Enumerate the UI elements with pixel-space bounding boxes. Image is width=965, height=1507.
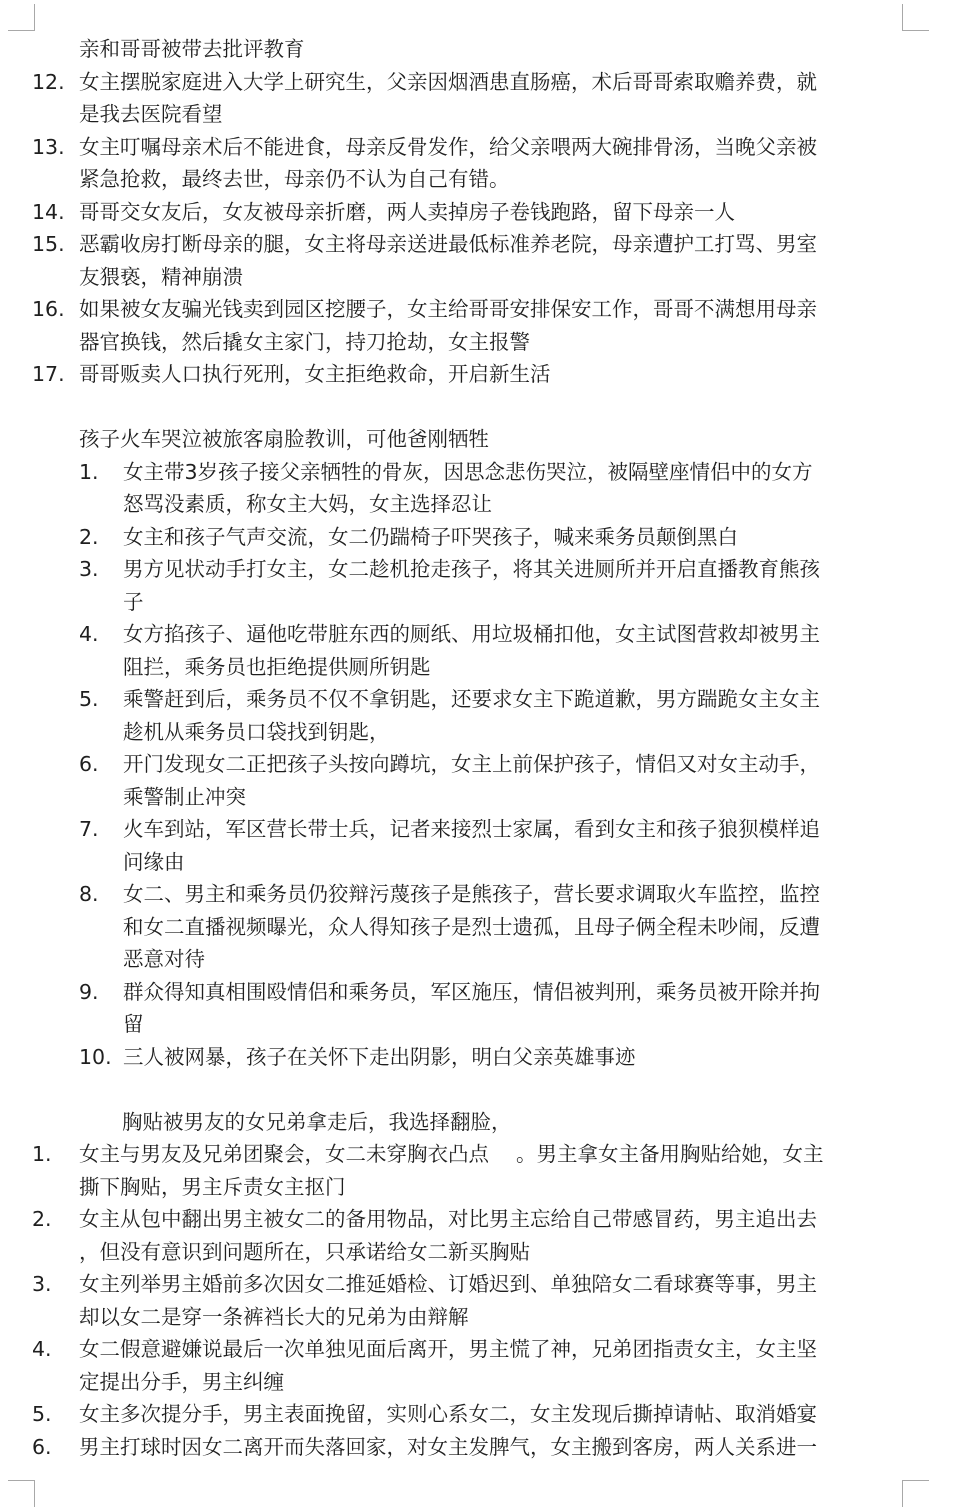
list-text: 趁机从乘务员口袋找到钥匙， [123, 719, 390, 744]
crop-mark-bottom-left [8, 1480, 35, 1507]
list-text: 乘警赶到后，乘务员不仅不拿钥匙，还要求女主下跪道歉，男方踹跪女主女主 [123, 687, 820, 711]
list-number: 5. [32, 1402, 52, 1426]
crop-mark-bottom-right [902, 1480, 929, 1507]
list-number: 8. [79, 882, 99, 906]
list-text: 男主打球时因女二离开而失落回家，对女主发脾气，女主搬到客房，两人关系进一 [79, 1434, 817, 1459]
list-item [0, 358, 965, 391]
list-text: 女二、男主和乘务员仍狡辩污蔑孩子是熊孩子，营长要求调取火车监控，监控 [123, 882, 820, 906]
list-text: 器官换钱，然后撬女主家门，持刀抢劫，女主报警 [79, 329, 530, 354]
list-item [0, 1398, 965, 1431]
list-text: 撕下胸贴，男主斥责女主抠门 [79, 1174, 346, 1199]
list-text: 哥哥贩卖人口执行死刑，女主拒绝救命，开启新生活 [79, 362, 551, 386]
list-number: 3. [79, 557, 99, 581]
list-text: 女主摆脱家庭进入大学上研究生，父亲因烟酒患直肠癌，术后哥哥索取赡养费，就 [79, 69, 817, 94]
blank-line [0, 1073, 965, 1106]
list-number: 16. [32, 297, 65, 321]
list-text: 群众得知真相围殴情侣和乘务员，军区施压，情侣被判刑，乘务员被开除并拘 [123, 979, 820, 1004]
list-number: 5. [79, 687, 99, 711]
list-text: 三人被网暴，孩子在关怀下走出阴影，明白父亲英雄事迹 [123, 1044, 636, 1069]
list-item [0, 228, 965, 293]
list-text: 女主列举男主婚前多次因女二推延婚检、订婚迟到、单独陪女二看球赛等事，男主 [79, 1272, 817, 1296]
list-number: 17. [32, 362, 65, 386]
list-text: 如果被女友骗光钱卖到园区挖腰子，女主给哥哥安排保安工作，哥哥不满想用母亲 [79, 297, 817, 321]
list-item [0, 131, 965, 196]
list-number: 1. [79, 459, 99, 484]
list-item [0, 683, 965, 748]
list-number: 10. [79, 1044, 112, 1069]
list-text: 乘警制止冲突 [123, 784, 246, 809]
list-item [0, 1138, 965, 1203]
crop-mark-top-left [8, 4, 35, 31]
list-item [0, 1203, 965, 1268]
list-number: 6. [79, 752, 99, 776]
list-text: 定提出分手，男主纠缠 [79, 1369, 284, 1394]
list-number: 1. [32, 1142, 52, 1166]
blank-line [0, 391, 965, 424]
list-text: 开门发现女二正把孩子头按向蹲坑，女主上前保护孩子，情侣又对女主动手， [123, 752, 820, 776]
section-heading: 胸贴被男友的女兄弟拿走后，我选择翻脸， [122, 1109, 512, 1134]
list-item [0, 196, 965, 229]
list-item [0, 553, 965, 618]
crop-mark-top-right [902, 4, 929, 31]
list-item [0, 1431, 965, 1464]
list-text: 友猥亵，精神崩溃 [79, 264, 243, 289]
list-text: 女二假意避嫌说最后一次单独见面后离开，男主慌了神，兄弟团指责女主，女主坚 [79, 1337, 817, 1361]
document-page [0, 33, 965, 1463]
list-item [0, 66, 965, 131]
list-text: 女主和孩子气声交流，女二仍踹椅子吓哭孩子，喊来乘务员颠倒黑白 [123, 524, 738, 549]
list-text: 女方掐孩子、逼他吃带脏东西的厕纸、用垃圾桶扣他，女主试图营救却被男主 [123, 622, 820, 646]
list-item [0, 1268, 965, 1333]
list-item [0, 748, 965, 813]
list-item [0, 456, 965, 521]
list-item [0, 976, 965, 1041]
list-number: 13. [32, 134, 65, 159]
list-item [0, 813, 965, 878]
list-text: 火车到站，军区营长带士兵，记者来接烈士家属，看到女主和孩子狼狈模样追 [123, 817, 820, 841]
list-text: ，但没有意识到问题所在，只承诺给女二新买胸贴 [79, 1239, 530, 1264]
list-number: 7. [79, 817, 99, 841]
list-number: 3. [32, 1272, 52, 1296]
list-text: 女主带3岁孩子接父亲牺牲的骨灰，因思念悲伤哭泣，被隔壁座情侣中的女方 [123, 459, 813, 484]
list-number: 6. [32, 1434, 52, 1459]
list-text: 哥哥交女友后，女友被母亲折磨，两人卖掉房子卷钱跑路，留下母亲一人 [79, 199, 735, 224]
list-text: 留 [123, 1012, 144, 1036]
list-number: 2. [79, 524, 99, 549]
list-text: 和女二直播视频曝光，众人得知孩子是烈士遗孤，且母子俩全程未吵闹，反遭 [123, 914, 820, 939]
list-text: 恶意对待 [123, 947, 205, 971]
list-text: 女主与男友及兄弟团聚会，女二未穿胸衣凸点 。男主拿女主备用胸贴给她，女主 [79, 1142, 824, 1166]
list-text: 子 [123, 589, 144, 614]
list-number: 14. [32, 199, 65, 224]
list-text: 女主多次提分手，男主表面挽留，实则心系女二，女主发现后撕掉请帖、取消婚宴 [79, 1402, 817, 1426]
list-number: 4. [32, 1337, 52, 1361]
section-heading: 孩子火车哭泣被旅客扇脸教训，可他爸刚牺牲 [79, 427, 489, 451]
list-number: 9. [79, 979, 99, 1004]
list-item [0, 293, 965, 358]
list-item [0, 618, 965, 683]
list-text: 女主从包中翻出男主被女二的备用物品，对比男主忘给自己带感冒药，男主追出去 [79, 1207, 817, 1231]
list-text: 阻拦，乘务员也拒绝提供厕所钥匙 [123, 654, 431, 679]
list-number: 4. [79, 622, 99, 646]
list-text: 男方见状动手打女主，女二趁机抢走孩子，将其关进厕所并开启直播教育熊孩 [123, 557, 820, 581]
list-text: 却以女二是穿一条裤裆长大的兄弟为由辩解 [79, 1304, 469, 1329]
list-text: 问缘由 [123, 849, 185, 874]
list-number: 12. [32, 69, 65, 94]
list-text: 怒骂没素质，称女主大妈，女主选择忍让 [123, 492, 492, 516]
list-number: 15. [32, 232, 65, 256]
list-number: 2. [32, 1207, 52, 1231]
list-item [0, 1333, 965, 1398]
list-text: 女主叮嘱母亲术后不能进食，母亲反骨发作，给父亲喂两大碗排骨汤，当晚父亲被 [79, 134, 817, 159]
list-item [0, 521, 965, 554]
list-text: 是我去医院看望 [79, 102, 223, 126]
list-text: 恶霸收房打断母亲的腿，女主将母亲送进最低标准养老院，母亲遭护工打骂、男室 [79, 232, 817, 256]
list-item [0, 878, 965, 976]
continuation-line: 亲和哥哥被带去批评教育 [79, 37, 305, 61]
list-text: 紧急抢救，最终去世，母亲仍不认为自己有错。 [79, 167, 510, 191]
list-item [0, 1041, 965, 1074]
